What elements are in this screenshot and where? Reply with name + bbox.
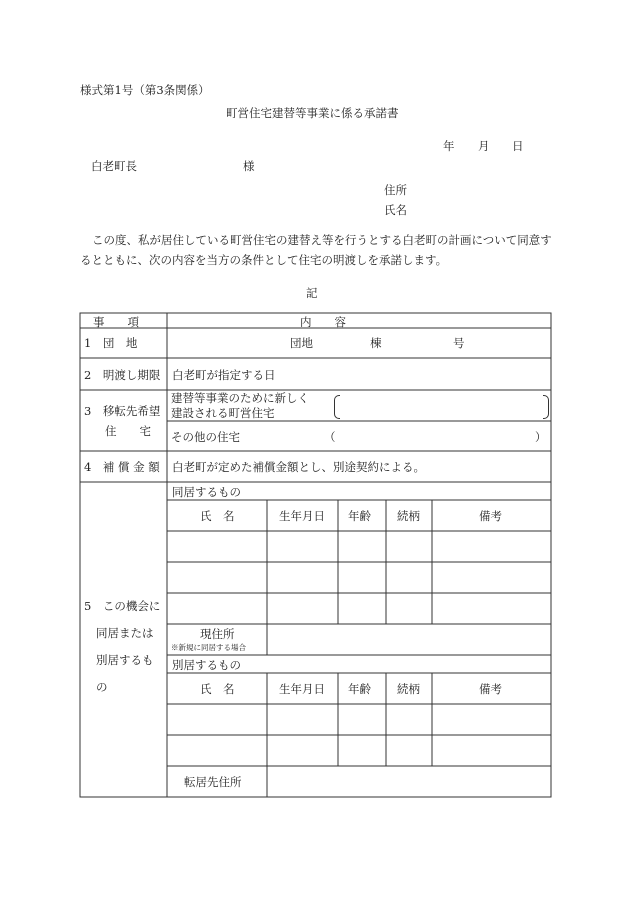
name-label: 氏名	[384, 203, 407, 217]
document-title: 町営住宅建替等事業に係る承諾書	[226, 106, 399, 120]
option-new-housing: 建替等事業のために新しく	[171, 391, 309, 405]
col-age-2: 年齢	[348, 682, 371, 696]
current-address-label: 現住所	[200, 627, 235, 641]
bracket-right	[543, 395, 549, 419]
vacate-deadline-value: 白老町が指定する日	[172, 368, 276, 382]
content-column-header: 内 容	[300, 315, 346, 329]
col-birthdate: 生年月日	[279, 509, 325, 523]
col-name: 氏 名	[200, 509, 235, 523]
consent-paragraph: この度、私が居住している町営住宅の建替え等を行うとする白老町の計画について同意するとともに、次の内容を当方の条件として住宅の明渡しを承諾します。	[80, 233, 552, 267]
col-birthdate-2: 生年月日	[279, 682, 325, 696]
date-year-label: 年	[443, 139, 455, 153]
option-new-housing-2: 建設される町営住宅	[171, 406, 275, 420]
paren-open: （	[324, 430, 336, 444]
danchi-label: 団地	[290, 336, 313, 350]
ki-label: 記	[306, 286, 318, 300]
separate-section-title: 別居するもの	[172, 658, 241, 672]
row5-label-1: 5 この機会に	[84, 599, 161, 613]
col-age: 年齢	[348, 509, 371, 523]
unit-label: 号	[453, 336, 465, 350]
col-remarks: 備考	[479, 509, 502, 523]
row2-label: 2 明渡し期限	[84, 368, 161, 382]
col-name-2: 氏 名	[200, 682, 235, 696]
form-number: 様式第1号（第3条関係）	[80, 83, 210, 97]
item-column-header: 事 項	[93, 315, 139, 329]
row5-label-3: 別居するも	[96, 653, 154, 667]
row1-label: 1 団 地	[84, 336, 138, 350]
compensation-value: 白老町が定めた補償金額とし、別途契約による。	[172, 460, 425, 474]
col-relation-2: 続柄	[397, 682, 420, 696]
bracket-left	[334, 395, 340, 419]
option-other-housing: その他の住宅	[171, 430, 240, 444]
moving-address-label: 転居先住所	[184, 775, 242, 789]
current-address-note: ※新規に同居する場合	[171, 643, 246, 652]
building-label: 棟	[370, 336, 382, 350]
row5-label-4: の	[96, 680, 108, 694]
cohabit-section-title: 同居するもの	[172, 485, 241, 499]
col-relation: 続柄	[397, 509, 420, 523]
row4-label: 4 補 償 金 額	[84, 460, 160, 474]
row3-label-2: 住 宅	[105, 424, 151, 438]
date-month-label: 月	[478, 139, 490, 153]
row5-label-2: 同居または	[96, 626, 154, 640]
addressee: 白老町長	[91, 159, 137, 173]
honorific: 様	[243, 159, 255, 173]
paren-close: ）	[535, 430, 547, 444]
date-day-label: 日	[512, 139, 524, 153]
row3-label: 3 移転先希望	[84, 404, 161, 418]
address-label: 住所	[384, 183, 407, 197]
col-remarks-2: 備考	[479, 682, 502, 696]
